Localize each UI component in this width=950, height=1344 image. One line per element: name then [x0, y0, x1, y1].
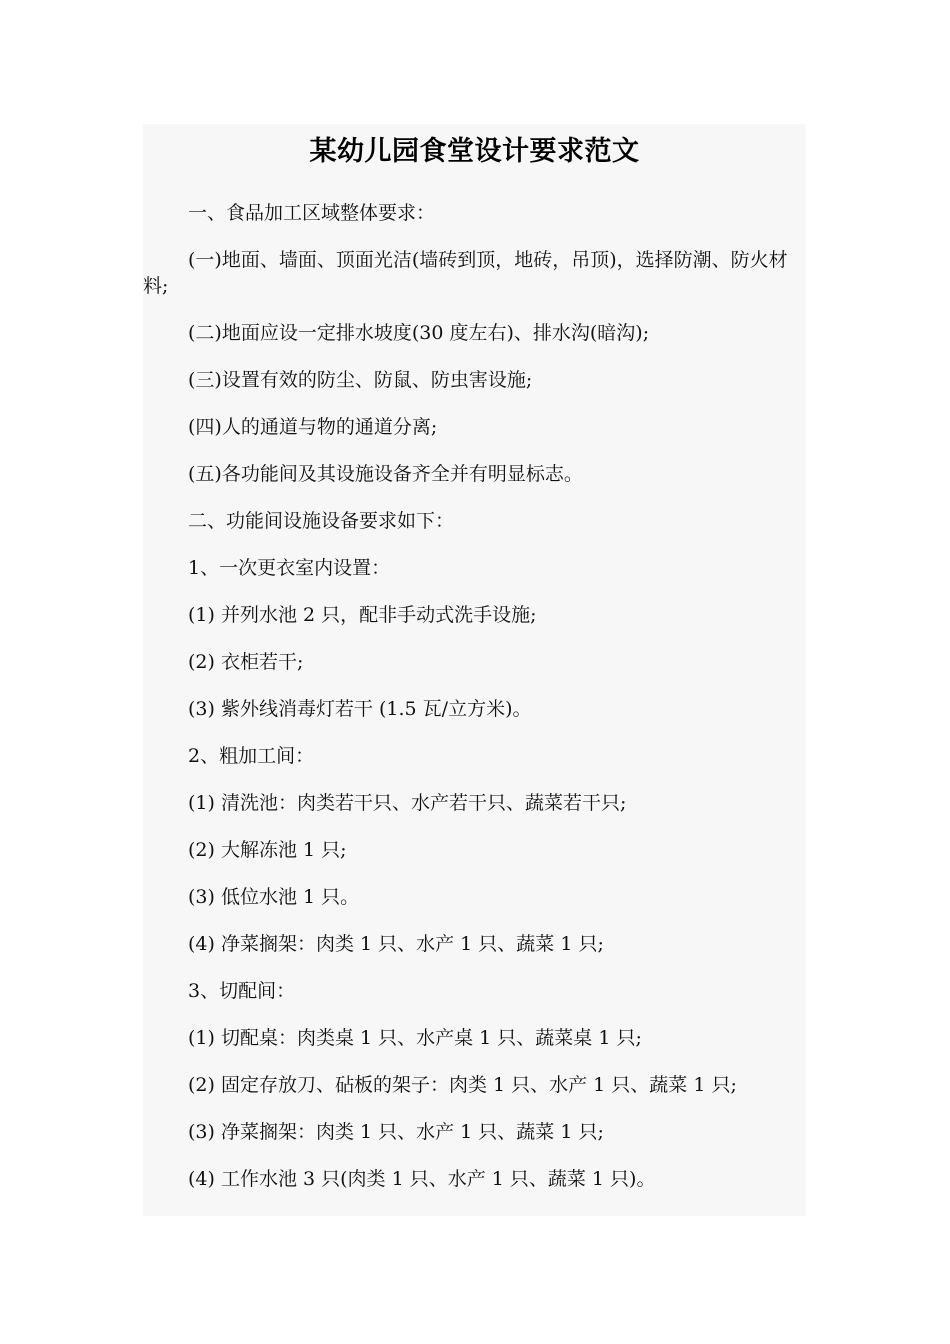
- subsection-heading-3: 3、切配间：: [188, 980, 296, 1002]
- section-heading-1: 一、食品加工区域整体要求：: [188, 202, 436, 224]
- list-item: (1) 切配桌：肉类桌 1 只、水产桌 1 只、蔬菜桌 1 只;: [188, 1027, 642, 1049]
- document-body: [143, 200, 806, 1192]
- list-item: (1) 并列水池 2 只，配非手动式洗手设施;: [188, 604, 537, 626]
- document-title: 某幼儿园食堂设计要求范文: [309, 136, 640, 167]
- subsection-heading-2: 2、粗加工间：: [188, 745, 315, 767]
- paragraph: (五)各功能间及其设施设备齐全并有明显标志。: [188, 463, 583, 485]
- list-item: (2) 衣柜若干;: [188, 651, 304, 673]
- list-item: (3) 低位水池 1 只。: [188, 886, 360, 908]
- subsection-heading-1: 1、一次更衣室内设置：: [188, 557, 391, 579]
- list-item: (3) 紫外线消毒灯若干 (1.5 瓦/立方米)。: [188, 698, 532, 720]
- list-item: (1) 清洗池：肉类若干只、水产若干只、蔬菜若干只;: [188, 792, 627, 814]
- paragraph: (一)地面、墙面、顶面光洁(墙砖到顶，地砖，吊顶)，选择防潮、防火材料;: [143, 249, 788, 297]
- list-item: (2) 固定存放刀、砧板的架子：肉类 1 只、水产 1 只、蔬菜 1 只;: [188, 1074, 737, 1096]
- list-item: (2) 大解冻池 1 只;: [188, 839, 347, 861]
- document-content: [143, 124, 806, 1216]
- paragraph: (四)人的通道与物的通道分离;: [188, 416, 438, 438]
- section-heading-2: 二、功能间设施设备要求如下：: [188, 510, 455, 532]
- list-item: (4) 净菜搁架：肉类 1 只、水产 1 只、蔬菜 1 只;: [188, 933, 604, 955]
- list-item: (3) 净菜搁架：肉类 1 只、水产 1 只、蔬菜 1 只;: [188, 1121, 604, 1143]
- paragraph: (二)地面应设一定排水坡度(30 度左右)、排水沟(暗沟);: [188, 322, 650, 344]
- paragraph: (三)设置有效的防尘、防鼠、防虫害设施;: [188, 369, 533, 391]
- list-item: (4) 工作水池 3 只(肉类 1 只、水产 1 只、蔬菜 1 只)。: [188, 1168, 656, 1190]
